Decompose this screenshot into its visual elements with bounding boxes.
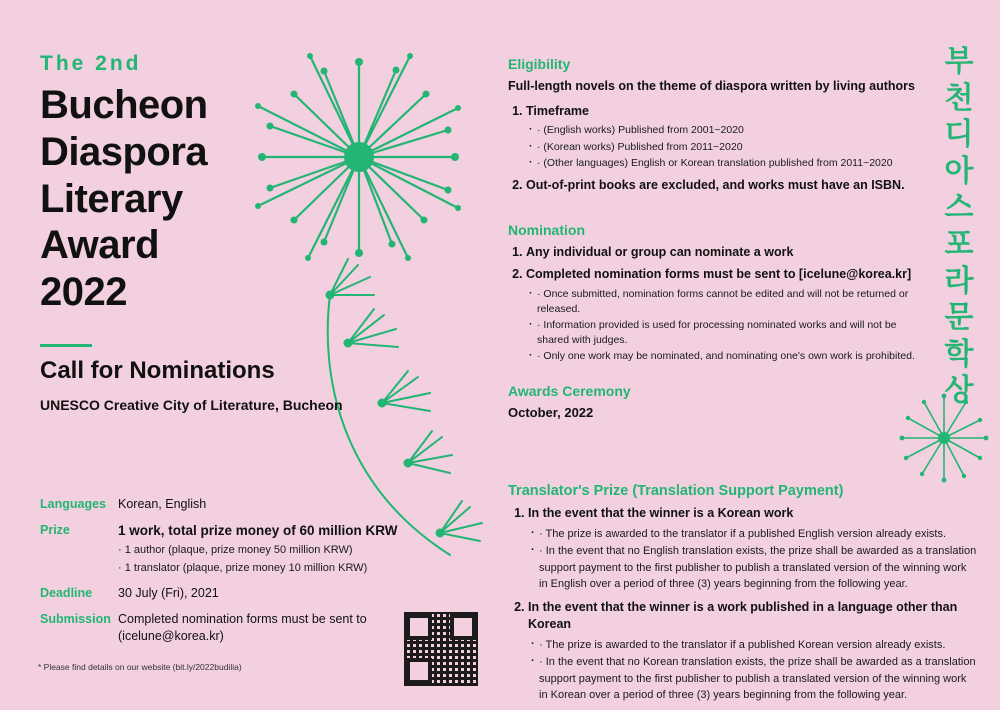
call-for-nominations-heading: Call for Nominations <box>40 356 275 384</box>
qr-code[interactable] <box>404 612 478 686</box>
title-line-3: Literary <box>40 176 183 221</box>
eligibility-lead: Full-length novels on the theme of diaspora written by living authors <box>508 79 915 93</box>
nomination-list <box>508 244 920 365</box>
kr-char-6: 포 <box>944 227 974 261</box>
submission-email[interactable]: (icelune@korea.kr) <box>118 628 224 643</box>
nomination-sub-1: · · Once submitted, nomination forms cannot be edited and will not be returned or released. <box>528 287 920 317</box>
info-label-languages: Languages <box>40 497 106 511</box>
awards-ceremony-heading: Awards Ceremony <box>508 382 631 399</box>
title-line-2: Diaspora <box>40 129 208 174</box>
kr-char-1: 부 <box>944 45 974 78</box>
kr-char-8: 문 <box>944 301 974 335</box>
translator-prize-list <box>508 505 978 704</box>
info-row-prize <box>40 522 460 576</box>
awards-ceremony-date: October, 2022 <box>508 404 594 420</box>
right-column <box>508 56 920 420</box>
translator-prize-item-2 <box>528 599 978 704</box>
info-table <box>40 496 460 653</box>
kr-char-7: 라 <box>944 264 974 298</box>
kr-char-5: 스 <box>944 191 974 225</box>
info-row-deadline <box>40 585 460 602</box>
eligibility-sub-1: · · (English works) Published from 2001~2020 <box>528 123 920 138</box>
translator-prize-2-sub-1: · · The prize is awarded to the translator if a published Korean version already exists. <box>530 637 978 654</box>
info-row-submission <box>40 611 460 645</box>
title-line-5: 2022 <box>40 270 127 315</box>
info-row-languages <box>40 496 460 513</box>
translator-prize-1-sub-1: · · The prize is awarded to the translator if a published English version already exists. <box>530 526 978 543</box>
info-label-deadline: Deadline <box>40 585 93 600</box>
info-value-prize <box>118 522 460 576</box>
unesco-subtitle: UNESCO Creative City of Literature, Bucheon <box>40 396 343 413</box>
prize-sub-2: · 1 translator (plaque, prize money 10 million KRW) <box>118 561 368 574</box>
kr-char-3: 디 <box>944 118 974 152</box>
nomination-sub-3: · · Only one work may be nominated, and nominating one's own work is prohibited. <box>528 349 920 364</box>
eligibility-item-1 <box>526 103 920 171</box>
nomination-item-2-text[interactable]: Completed nomination forms must be sent to [icelune@korea.kr] <box>526 267 912 282</box>
edition-kicker: The 2nd <box>40 52 142 75</box>
eligibility-item-2: 2. Out-of-print books are excluded, and works must have an ISBN. <box>526 177 920 195</box>
kr-char-2: 천 <box>944 81 974 115</box>
translator-prize-1-sub-2: · · In the event that no English translation exists, the prize shall be awarded as a translation support payment to the first publisher to publish a translated version of the winning work in English over a period of three (3) years beginning from the following year. <box>530 543 978 593</box>
translator-prize-item-1 <box>528 505 978 593</box>
translator-prize-section <box>508 483 978 710</box>
nomination-item-2 <box>526 266 920 365</box>
eligibility-sub-3: · · (Other languages) English or Korean translation published from 2011~2020 <box>528 156 920 171</box>
translator-prize-item-2-text: In the event that the winner is a work published in a language other than Korean <box>528 599 958 631</box>
translator-prize-heading: Translator's Prize (Translation Support Payment) <box>508 483 844 499</box>
kr-char-10: 상 <box>944 374 974 408</box>
kr-char-4: 아 <box>944 154 974 188</box>
title-block <box>40 52 480 413</box>
info-label-submission: Submission <box>40 611 111 626</box>
translator-prize-2-sub-2: · · In the event that no Korean translation exists, the prize shall be awarded as a translation support payment to the first publisher to publish a translated version of the winning work in Korean over a period of three (3) years beginning from the following year. <box>530 654 978 704</box>
deadline-value: 30 July (Fri), 2021 <box>118 585 219 600</box>
nomination-item-1: 1. Any individual or group can nominate a work <box>526 244 920 262</box>
info-value-languages <box>118 496 460 513</box>
eligibility-list <box>508 103 920 195</box>
info-value-deadline <box>118 585 460 602</box>
translator-prize-item-1-text: In the event that the winner is a Korean work <box>528 506 794 520</box>
korean-vertical-title <box>936 44 982 410</box>
title-line-4: Award <box>40 223 160 268</box>
nomination-heading: Nomination <box>508 221 585 238</box>
website-footnote: * Please find details on our website (bit.ly/2022budilia) <box>38 662 242 672</box>
translator-prize-item-2-sublist <box>528 637 978 704</box>
divider <box>40 344 92 347</box>
eligibility-item-1-sublist <box>526 123 920 171</box>
eligibility-sub-2: · · (Korean works) Published from 2011~2020 <box>528 140 920 155</box>
submission-value: Completed nomination forms must be sent to <box>118 611 367 626</box>
nomination-item-2-sublist <box>526 287 920 365</box>
kr-char-9: 학 <box>944 337 974 371</box>
prize-value: 1 work, total prize money of 60 million KRW <box>118 522 398 538</box>
title-line-1: Bucheon <box>40 83 208 127</box>
nomination-sub-2: · · Information provided is used for processing nominated works and will not be shared with judges. <box>528 318 920 348</box>
prize-sub-1: · 1 author (plaque, prize money 50 million KRW) <box>118 544 353 557</box>
eligibility-item-1-text: Timeframe <box>526 103 589 118</box>
eligibility-heading: Eligibility <box>508 56 571 72</box>
translator-prize-item-1-sublist <box>528 526 978 593</box>
info-label-prize: Prize <box>40 522 70 537</box>
page-title <box>40 82 480 316</box>
languages-value: Korean, English <box>118 497 207 511</box>
